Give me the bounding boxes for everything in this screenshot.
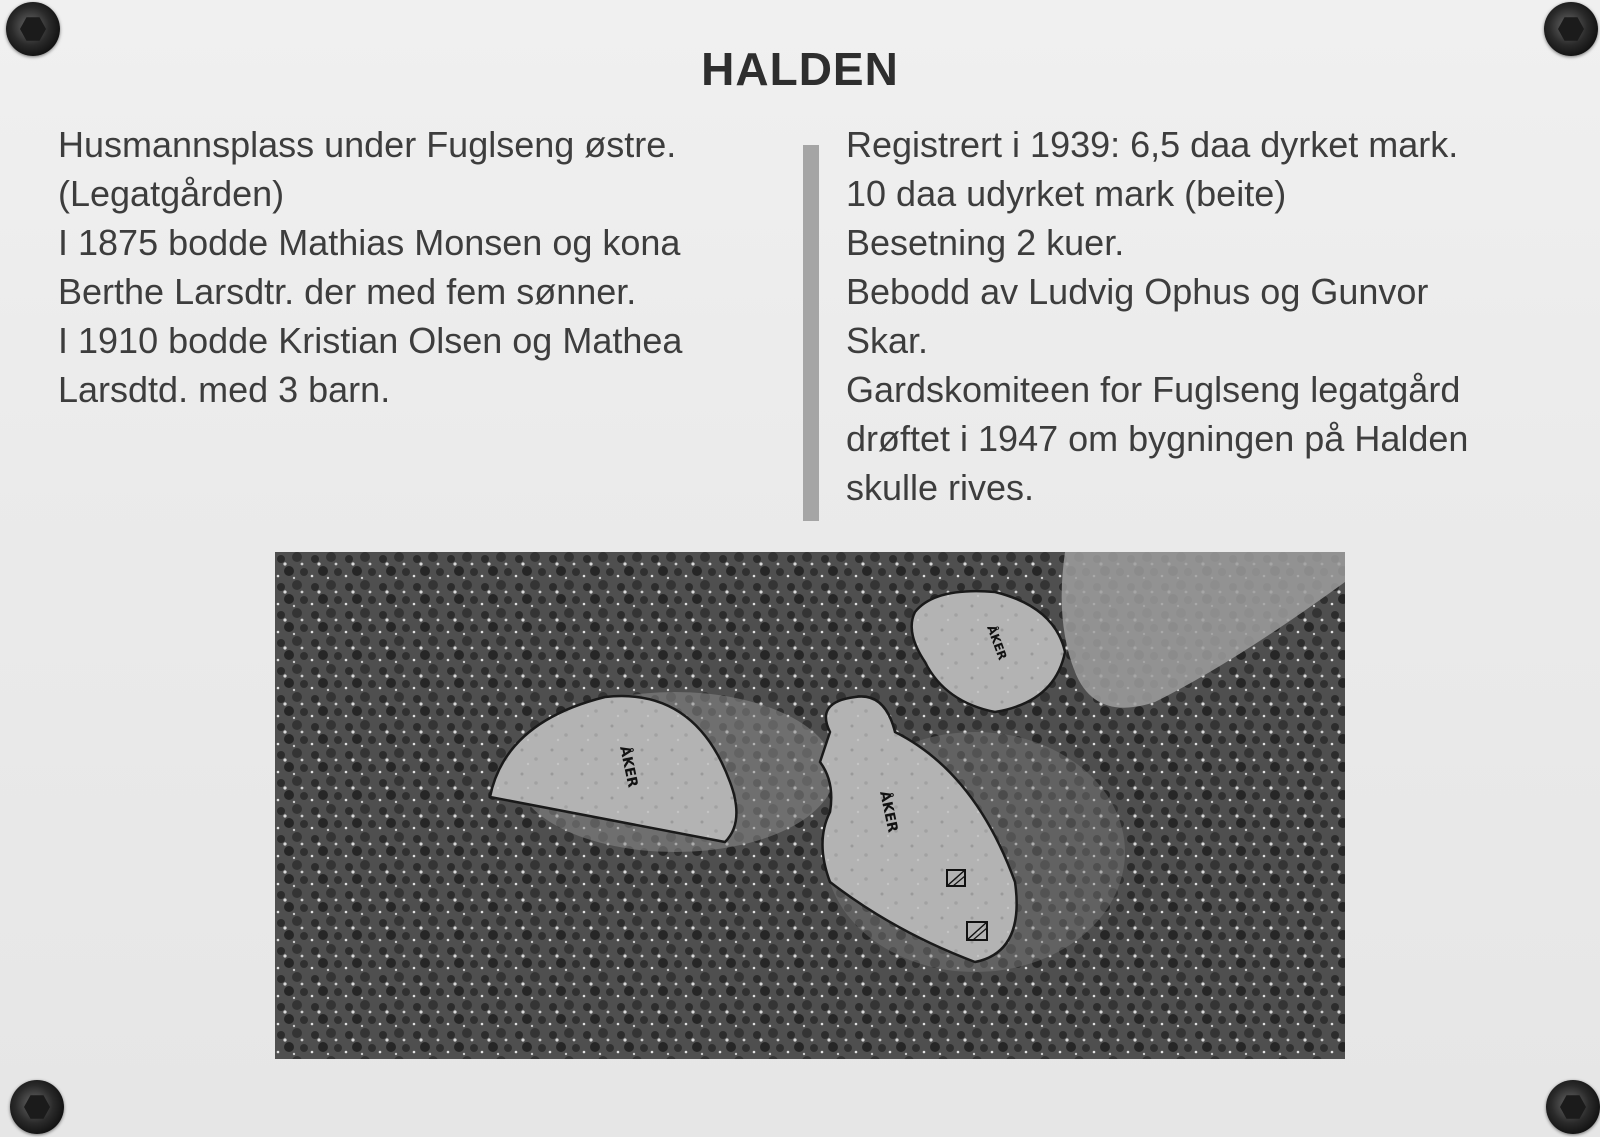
right-text-column (846, 120, 1468, 512)
column-divider (803, 145, 819, 521)
bolt-bottom-right-icon (1546, 1080, 1600, 1134)
field-label: ÅKER (616, 744, 641, 789)
left-text-line: (Legatgården) (58, 173, 285, 214)
field-label: ÅKER (876, 789, 901, 834)
aerial-photo-overlay (275, 552, 1345, 1059)
right-text-line: skulle rives. (846, 467, 1035, 508)
left-text-line: Larsdtd. med 3 barn. (58, 369, 391, 410)
left-text-line: Berthe Larsdtr. der med fem sønner. (58, 271, 637, 312)
right-text-line: 10 daa udyrket mark (beite) (846, 173, 1287, 214)
left-text-line: I 1875 bodde Mathias Monsen og kona (58, 222, 681, 263)
right-text-line: Besetning 2 kuer. (846, 222, 1125, 263)
right-text-line: Skar. (846, 320, 929, 361)
left-text-column (58, 120, 682, 414)
bolt-bottom-left-icon (10, 1080, 64, 1134)
sign-title: HALDEN (701, 43, 899, 95)
right-text-line: Bebodd av Ludvig Ophus og Gunvor (846, 271, 1429, 312)
field-label: ÅKER (984, 623, 1010, 662)
left-text-line: Husmannsplass under Fuglseng østre. (58, 124, 677, 165)
right-text-line: drøftet i 1947 om bygningen på Halden (846, 418, 1469, 459)
aerial-photo (275, 552, 1345, 1059)
right-text-line: Registrert i 1939: 6,5 daa dyrket mark. (846, 124, 1459, 165)
left-text-line: I 1910 bodde Kristian Olsen og Mathea (58, 320, 683, 361)
right-text-line: Gardskomiteen for Fuglseng legatgård (846, 369, 1461, 410)
